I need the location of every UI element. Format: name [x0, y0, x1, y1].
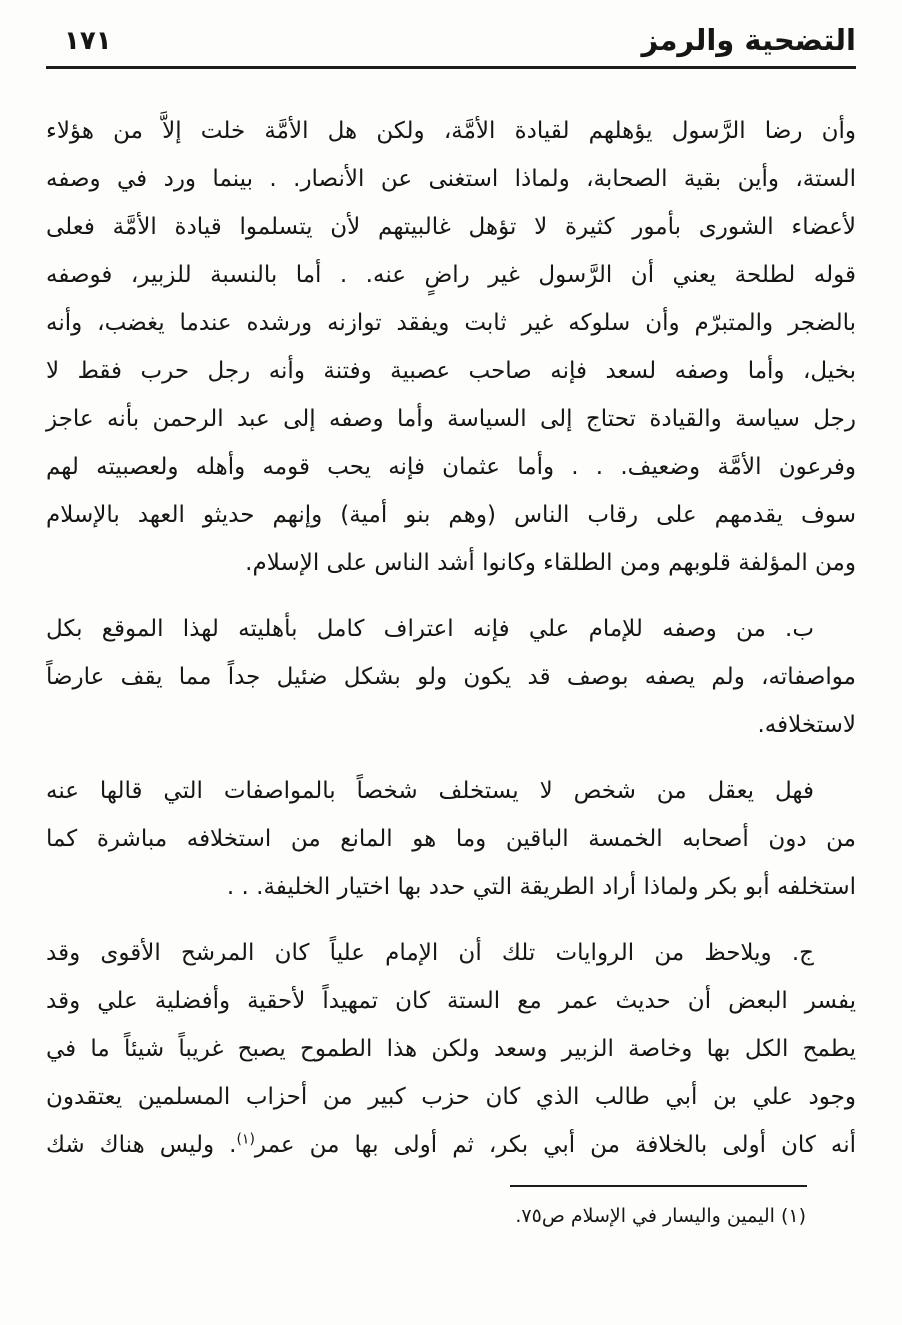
- footnote-ref-marker: (١): [236, 1131, 255, 1148]
- text-line: وجود علي بن أبي طالب الذي كان حزب كبير من أحزاب المسلمين يعتقدون: [46, 1084, 856, 1110]
- text-line: استخلفه أبو بكر ولماذا أراد الطريقة التي حدد بها اختيار الخليفة. . .: [226, 874, 856, 900]
- running-head: [46, 22, 856, 58]
- text-line: ب. من وصفه للإمام علي فإنه اعتراف كامل بأهليته لهذا الموقع بكل: [46, 616, 814, 642]
- paragraph-1: [46, 107, 856, 587]
- page-number: ١٧١: [64, 26, 112, 56]
- running-head-title: التضحية والرمز: [641, 23, 856, 57]
- text-line-with-footnote-ref: [46, 1121, 856, 1169]
- text-segment: . وليس هناك شك: [46, 1132, 237, 1158]
- paragraph-2: [46, 605, 856, 749]
- text-line: يطمح الكل بها وخاصة الزبير وسعد ولكن هذا الطموح يصبح غريباً شيئاً ما في: [46, 1036, 856, 1062]
- paragraph-3: [46, 767, 856, 911]
- book-page: [0, 22, 902, 1325]
- footnote: [46, 1201, 806, 1231]
- footnote-separator: [510, 1185, 807, 1187]
- footnote-label: (١): [780, 1205, 806, 1227]
- text-line: فهل يعقل من شخص لا يستخلف شخصاً بالمواصفات التي قالها عنه: [46, 778, 814, 804]
- header-rule: [46, 66, 856, 69]
- page-body: [46, 107, 856, 1169]
- text-line: قوله لطلحة يعني أن الرَّسول غير راضٍ عنه. . أما بالنسبة للزبير، فوصفه: [46, 262, 856, 288]
- text-line: رجل سياسة والقيادة تحتاج إلى السياسة وأما وصفه إلى عبد الرحمن بأنه عاجز: [46, 406, 856, 432]
- text-line: بخيل، وأما وصفه لسعد فإنه صاحب عصبية وفتنة وأنه رجل حرب فقط لا: [46, 358, 856, 384]
- text-line: وفرعون الأمَّة وضعيف. . . وأما عثمان فإنه يحب قومه وأهله ولعصبيته لهم: [46, 454, 856, 480]
- text-line: وأن رضا الرَّسول يؤهلهم لقيادة الأمَّة، ولكن هل الأمَّة خلت إلاَّ من هؤلاء: [46, 118, 856, 144]
- text-line: ج. ويلاحظ من الروايات تلك أن الإمام علياً كان المرشح الأقوى وقد: [46, 940, 814, 966]
- text-line: لأعضاء الشورى بأمور كثيرة لا تؤهل غالبيتهم لأن يتسلموا قيادة الأمَّة فعلى: [46, 214, 856, 240]
- text-line: لاستخلافه.: [757, 712, 856, 738]
- paragraph-4: [46, 929, 856, 1169]
- text-line: من دون أصحابه الخمسة الباقين وما هو المانع من استخلافه مباشرة كما: [46, 826, 856, 852]
- text-line: سوف يقدمهم على رقاب الناس (وهم بنو أمية) وإنهم حديثو العهد بالإسلام: [46, 502, 856, 528]
- text-segment: أنه كان أولى بالخلافة من أبي بكر، ثم أولى بها من عمر: [254, 1132, 856, 1158]
- text-line: ومن المؤلفة قلوبهم ومن الطلقاء وكانوا أشد الناس على الإسلام.: [245, 550, 856, 576]
- text-line: مواصفاته، ولم يصفه بوصف قد يكون ولو بشكل ضئيل جداً مما يقف عارضاً: [46, 664, 856, 690]
- text-line: الستة، وأين بقية الصحابة، ولماذا استغنى عن الأنصار. . بينما ورد في وصفه: [46, 166, 856, 192]
- footnote-text: اليمين واليسار في الإسلام ص٧٥.: [515, 1205, 775, 1227]
- text-line: يفسر البعض أن حديث عمر مع الستة كان تمهيداً لأحقية وأفضلية علي وقد: [46, 988, 856, 1014]
- text-line: بالضجر والمتبرّم وأن سلوكه غير ثابت ويفقد توازنه ورشده عندما يغضب، وأنه: [46, 310, 856, 336]
